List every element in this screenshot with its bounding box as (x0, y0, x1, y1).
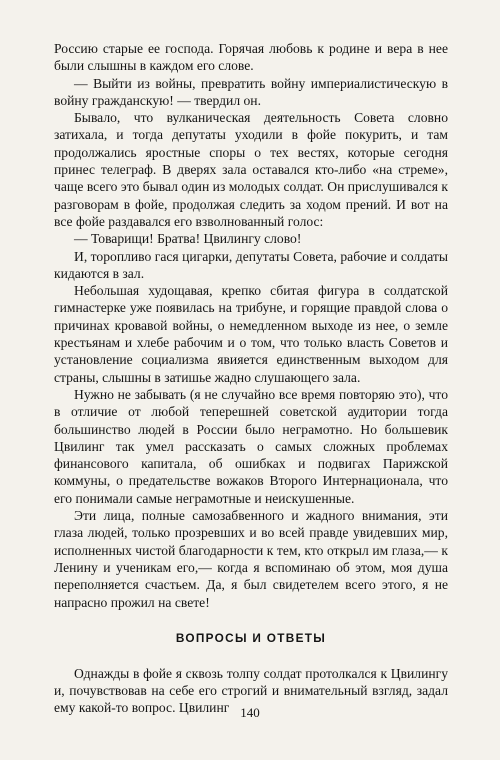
paragraph-quote-war: — Выйти из войны, превратить войну империалистическую в войну гражданскую! — твердил он. (54, 75, 448, 108)
paragraph-faces: Эти лица, полные самозабвенного и жадного внимания, эти глаза людей, только прозревших и во всей правде увидевших мир, исполненных чистой благодарности к тем, кто открыл им глаза,— к Ленину и ученикам его,— когда я вспоминаю об этом, моя душа переполняется счастьем. Да, я был свидетелем всего этого, я не напрасно прожил на свете! (54, 508, 448, 610)
section-heading: ВОПРОСЫ И ОТВЕТЫ (175, 630, 327, 645)
paragraph-illiteracy: Нужно не забывать (я не случайно все время повторяю это), что в отличие от любой теперешней советской аудитории тогда большинство людей в России было неграмотно. Но большевик Цвилинг так умел рассказать о самых сложных проблемах финансового капитала, об ошибках и подвигах Парижской коммуны, о предательстве вожаков Второго Интернационала, что его понимали самые неграмотные и неискушенные. (54, 386, 448, 506)
paragraph-tribune: Небольшая худощавая, крепко сбитая фигура в солдатской гимнастерке уже появилась на трибуне, и горящие правдой слова о причинах кровавой войны, о немедленном выходе из нее, о земле крестьянам и хлебе рабочим и о том, что только власть Советов и установление социализма явияется единственным выходом для страны, слышны в затишье жадно слушающего зала. (54, 283, 448, 385)
paragraph-soviet-foyer: Бывало, что вулканическая деятельность Совета словно затихала, и тогда депутаты уходили в фойе покурить, и там продолжались яростные споры о тех вестях, которые сегодня принес телеграф. В дверях зала оставался кто-либо «на стреме», чаще всего это бывал один из молодых солдат. Он прислушивался к разговорам в фойе, продолжая следить за ходом прений. И вот на все фойе раздавался его взволнованный голос: (54, 110, 448, 229)
paragraph-deputies: И, торопливо гася цигарки, депутаты Совета, рабочие и солдаты кидаются в зал. (54, 248, 448, 281)
page-number: 140 (240, 705, 260, 720)
paragraph-quote-comrades: — Товарищи! Братва! Цвилингу слово! (74, 231, 302, 247)
paragraph-continuation: Россию старые ее господа. Горячая любовь к родине и вера в нее были слышны в каждом его слове. (54, 41, 448, 74)
paragraph-foyer-question: Однажды в фойе я сквозь толпу солдат протолкался к Цвилингу и, почувствовав на себе его строгий и внимательный взгляд, задал ему какой-то вопрос. Цвилинг (54, 665, 448, 716)
